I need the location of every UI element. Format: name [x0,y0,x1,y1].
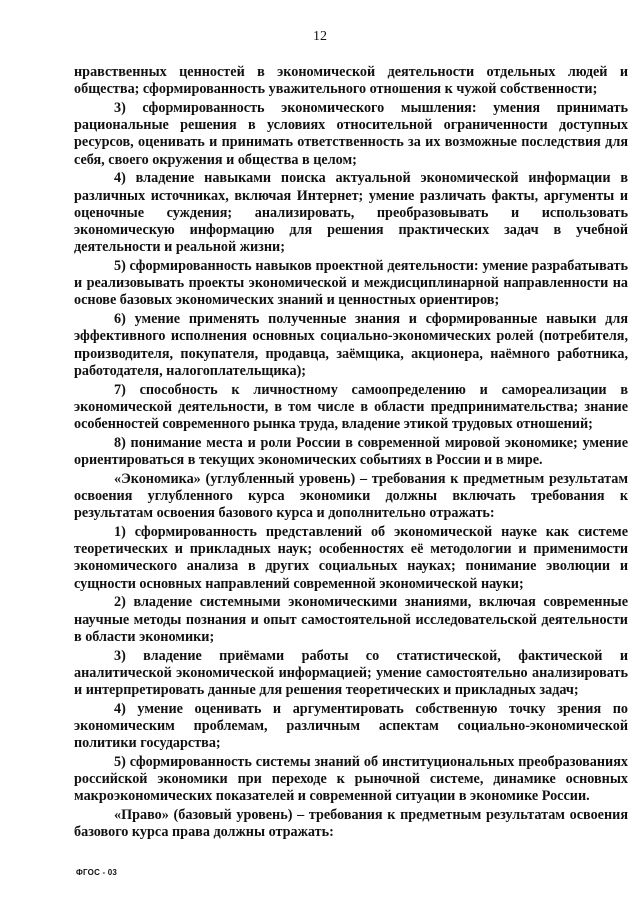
paragraph: 5) сформированность навыков проектной деятельности: умение разрабатывать и реализовывать проекты экономической и междисциплинарной направленности на основе базовых экономических знаний и ценностных ориентиров; [74,258,628,309]
paragraph: 5) сформированность системы знаний об институциональных преобразованиях российской экономики при переходе к рыночной системе, динамике основных макроэкономических показателей и современной ситуации в экономике России. [74,754,628,805]
paragraph: «Экономика» (углубленный уровень) – требования к предметным результатам освоения углубленного курса экономики должны включать требования к результатам освоения базового курса и дополнительно отражать: [74,470,628,522]
paragraph: 1) сформированность представлений об экономической науке как системе теоретических и прикладных наук; особенностях её методологии и применимости экономического анализа в других социальных науках; понимание эволюции и сущности основных направлений современной экономической науки; [74,524,628,592]
paragraph: нравственных ценностей в экономической деятельности отдельных людей и общества; сформированность уважительного отношения к чужой собственности; [74,64,628,98]
paragraph: 2) владение системными экономическими знаниями, включая современные научные методы познания и опыт самостоятельной исследовательской деятельности в области экономики; [74,594,628,645]
paragraph: 3) сформированность экономического мышления: умения принимать рациональные решения в условиях относительной ограниченности доступных ресурсов, оценивать и принимать ответственность за их возможные последствия для себя, своего окружения и общества в целом; [74,100,628,168]
paragraph: 8) понимание места и роли России в современной мировой экономике; умение ориентироваться в текущих экономических событиях в России и в мире. [74,434,628,469]
paragraph: «Право» (базовый уровень) – требования к предметным результатам освоения базового курса права должны отражать: [74,807,628,841]
paragraph: 6) умение применять полученные знания и сформированные навыки для эффективного исполнения основных социально-экономических ролей (потребителя, производителя, покупателя, продавца, заёмщика, акционера, наёмного работника, работодателя, налогоплательщика); [74,311,628,379]
paragraph: 4) умение оценивать и аргументировать собственную точку зрения по экономическим проблемам, различным аспектам социально-экономической политики государства; [74,700,628,752]
footer-document-code: ФГОС - 03 [76,868,118,877]
page-number: 12 [313,29,327,44]
document-body [74,64,628,843]
paragraph: 4) владение навыками поиска актуальной экономической информации в различных источниках, включая Интернет; умение различать факты, аргументы и оценочные суждения; анализировать, преобразовывать и использовать экономическую информацию для решения практических задач в учебной деятельности и реальной жизни; [74,170,628,256]
paragraph: 3) владение приёмами работы со статистической, фактической и аналитической экономической информацией; умение самостоятельно анализировать и интерпретировать данные для решения теоретических и прикладных задач; [74,647,628,699]
paragraph: 7) способность к личностному самоопределению и самореализации в экономической деятельности, в том числе в области предпринимательства; знание особенностей современного рынка труда, владение этикой трудовых отношений; [74,381,628,433]
